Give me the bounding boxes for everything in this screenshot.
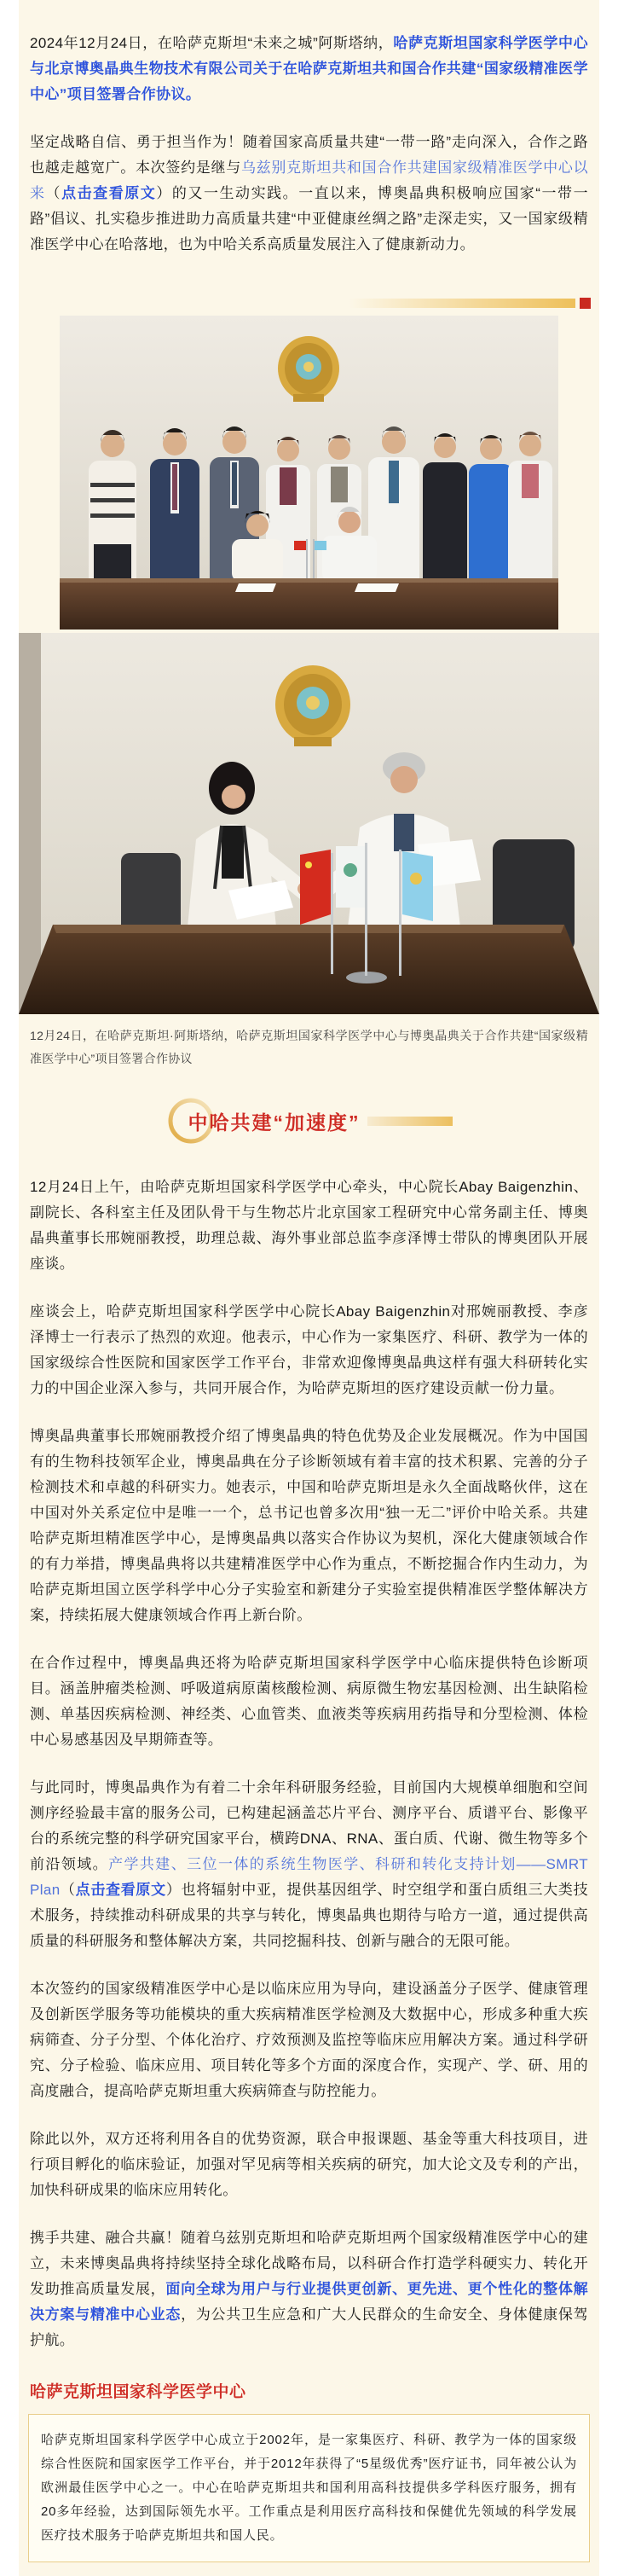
text-segment: 在合作过程中，博奥晶典还将为哈萨克斯坦国家科学医学中心临床提供特色诊断项目。涵盖肿瘤类检测、呼吸道病原菌核酸检测、病原微生物宏基因检测、出生缺陷检测、单基因疾病检测、神经类、心血管类、血液类等疾病用药指导和分型检测、体检中心易感基因及早期筛查等。 — [30, 1655, 588, 1748]
body-paragraph — [30, 1976, 588, 2104]
text-segment: ）也将辐射中亚，提供基因组学、时空组学和蛋白质组三大类技术服务，持续推动科研成果的共享与转化，博奥晶典也期待与哈方一道，通过提供高质量的科研服务和整体解决方案，共同挖掘科技、创新与融合的无限可能。 — [30, 1882, 589, 1949]
body-paragraph — [30, 1424, 588, 1628]
text-segment: 面向全球为用户与行业提供更创新、更先进、更个性化的整体解决方案与精准中心业态 — [30, 2281, 588, 2323]
section-divider — [19, 297, 591, 309]
text-segment: 除此以外，双方还将利用各自的优势资源，联合申报课题、基金等重大科技项目，进行项目孵化的临床验证，加强对罕见病等相关疾病的研究，加大论文及专利的产出，加快科研成果的临床应用转化。 — [30, 2131, 588, 2198]
body-paragraph — [30, 1175, 588, 1277]
section-title: 中哈共建“加速度” — [188, 1111, 361, 1134]
text-segment: 坚定战略自信、勇于担当作为！随着国家高质量共建“一带一路”走向深入，合作之路也越走越宽广。本次签约是继与 — [30, 134, 588, 176]
inline-link[interactable]: 产学共建、三位一体的系统生物医学、科研和转化支持计划——SMRT Plan — [30, 1856, 589, 1898]
info-subheading: 哈萨克斯坦国家科学医学中心 — [30, 2383, 246, 2401]
article-page — [19, 0, 599, 2576]
red-square-icon — [580, 298, 591, 309]
text-segment: ，为公共卫生应急和广大人民群众的生命安全、身体健康保驾护航。 — [30, 2306, 588, 2348]
intro-paragraph-1 — [30, 31, 588, 107]
info-box-text: 哈萨克斯坦国家科学医学中心成立于2002年，是一家集医疗、科研、教学为一体的国家级综合性医院和国家医学工作平台，并于2012年获得了“5星级优秀”医疗证书，同年被公认为欧洲最佳医学中心之一。中心在哈萨克斯坦共和国利用高科技提供多学科医疗服务，拥有20多年经验，达到国际领先水平。工作重点是利用医疗高科技和保健优先领域的科学发展医疗技术服务于哈萨克斯坦共和国人民。 — [41, 2433, 577, 2543]
text-segment: ）的又一生动实践。一直以来，博奥晶典积极响应国家“一带一路”倡议、扎实稳步推进助力高质量共建“中亚健康丝绸之路”走深走实，又一国家级精准医学中心在哈落地，也为中哈关系高质量发展注入了健康新动力。 — [30, 185, 588, 252]
text-segment: 12月24日上午，由哈萨克斯坦国家科学医学中心牵头，中心院长Abay Baigenzhin、副院长、各科室主任及团队骨干与生物芯片北京国家工程研究中心常务副主任、博奥晶典董事长邢婉丽教授，助理总裁、海外事业部总监李彦泽博士带队的博奥团队开展座谈。 — [30, 1179, 588, 1272]
text-segment: （ — [45, 185, 62, 201]
text-segment: 哈萨克斯坦国家科学医学中心与北京博奥晶典生物技术有限公司关于在哈萨克斯坦共和国合作共建“国家级精准医学中心”项目签署合作协议。 — [30, 35, 589, 102]
text-segment: 博奥晶典董事长邢婉丽教授介绍了博奥晶典的特色优势及企业发展概况。作为中国国有的生物科技领军企业，博奥晶典在分子诊断领域有着丰富的技术积累、完善的分子检测技术和卓越的科研实力。她表示，中国和哈萨克斯坦是永久全面战略伙伴，这在中国对外关系定位中是唯一一个，总书记也曾多次用“独一无二”评价中哈关系。共建哈萨克斯坦精准医学中心，是博奥晶典以落实合作协议为契机，深化大健康领域合作的有力举措，博奥晶典将以共建精准医学中心作为重点，不断挖掘合作内生动力，为哈萨克斯坦国立医学科学中心分子实验室和新建分子实验室提供精准医学整体解决方案，持续拓展大健康领域合作再上新台阶。 — [30, 1428, 588, 1623]
body-paragraph — [30, 1299, 588, 1401]
inline-link[interactable]: 点击查看原文 — [75, 1882, 166, 1898]
text-segment: 与此同时，博奥晶典作为有着二十余年科研服务经验，目前国内大规模单细胞和空间测序经验最丰富的服务公司，已构建起涵盖芯片平台、测序平台、质谱平台、影像平台的系统完整的科学研究国家平台，横跨DNA、RNA、蛋白质、代谢、微生物等多个前沿领域。 — [30, 1779, 588, 1872]
info-box — [28, 2414, 590, 2562]
body-paragraph — [30, 1651, 588, 1753]
text-segment: 座谈会上，哈萨克斯坦国家科学医学中心院长Abay Baigenzhin对邢婉丽教授、李彦泽博士一行表示了热烈的欢迎。他表示，中心作为一家集医疗、科研、教学为一体的国家级综合性医院和国家医学工作平台，非常欢迎像博奥晶典这样有强大科研转化实力的中国企业深入参与，共同开展合作，为哈萨克斯坦的医疗建设贡献一份力量。 — [30, 1303, 588, 1396]
text-segment: 携手共建、融合共赢！随着乌兹别克斯坦和哈萨克斯坦两个国家级精准医学中心的建立，未来博奥晶典将持续坚持全球化战略布局，以科研合作打造学科硬实力、转化开发助推高质量发展， — [30, 2230, 588, 2297]
body-paragraph — [30, 2225, 588, 2353]
gold-gradient-bar — [367, 1117, 453, 1126]
section-header — [19, 1096, 599, 1146]
inline-link[interactable]: 点击查看原文 — [61, 185, 157, 201]
gold-gradient-bar — [349, 299, 575, 308]
signing-ceremony-group-photo — [60, 316, 558, 629]
text-segment: 2024年12月24日，在哈萨克斯坦“未来之城”阿斯塔纳， — [30, 35, 394, 51]
body-paragraph — [30, 2126, 588, 2203]
text-segment: （ — [60, 1882, 76, 1898]
intro-paragraph-2 — [30, 130, 588, 258]
inline-link[interactable]: 乌兹别克斯坦共和国合作共建国家级精准医学中心以来 — [30, 160, 588, 201]
text-segment: 本次签约的国家级精准医学中心是以临床应用为导向，建设涵盖分子医学、健康管理及创新医学服务等功能模块的重大疾病精准医学检测及大数据中心，形成多种重大疾病筛查、分子分型、个体化治疗、疗效预测及监控等临床应用解决方案。通过科学研究、分子检验、临床应用、项目转化等多个方面的深度合作，实现产、学、研、用的高度融合，提高哈萨克斯坦重大疾病筛查与防控能力。 — [30, 1981, 588, 2099]
photo-caption: 12月24日，在哈萨克斯坦·阿斯塔纳，哈萨克斯坦国家科学医学中心与博奥晶典关于合作共建“国家级精准医学中心”项目签署合作协议 — [30, 1029, 588, 1065]
body-paragraph — [30, 1775, 588, 1954]
handshake-signing-photo — [19, 633, 599, 1014]
